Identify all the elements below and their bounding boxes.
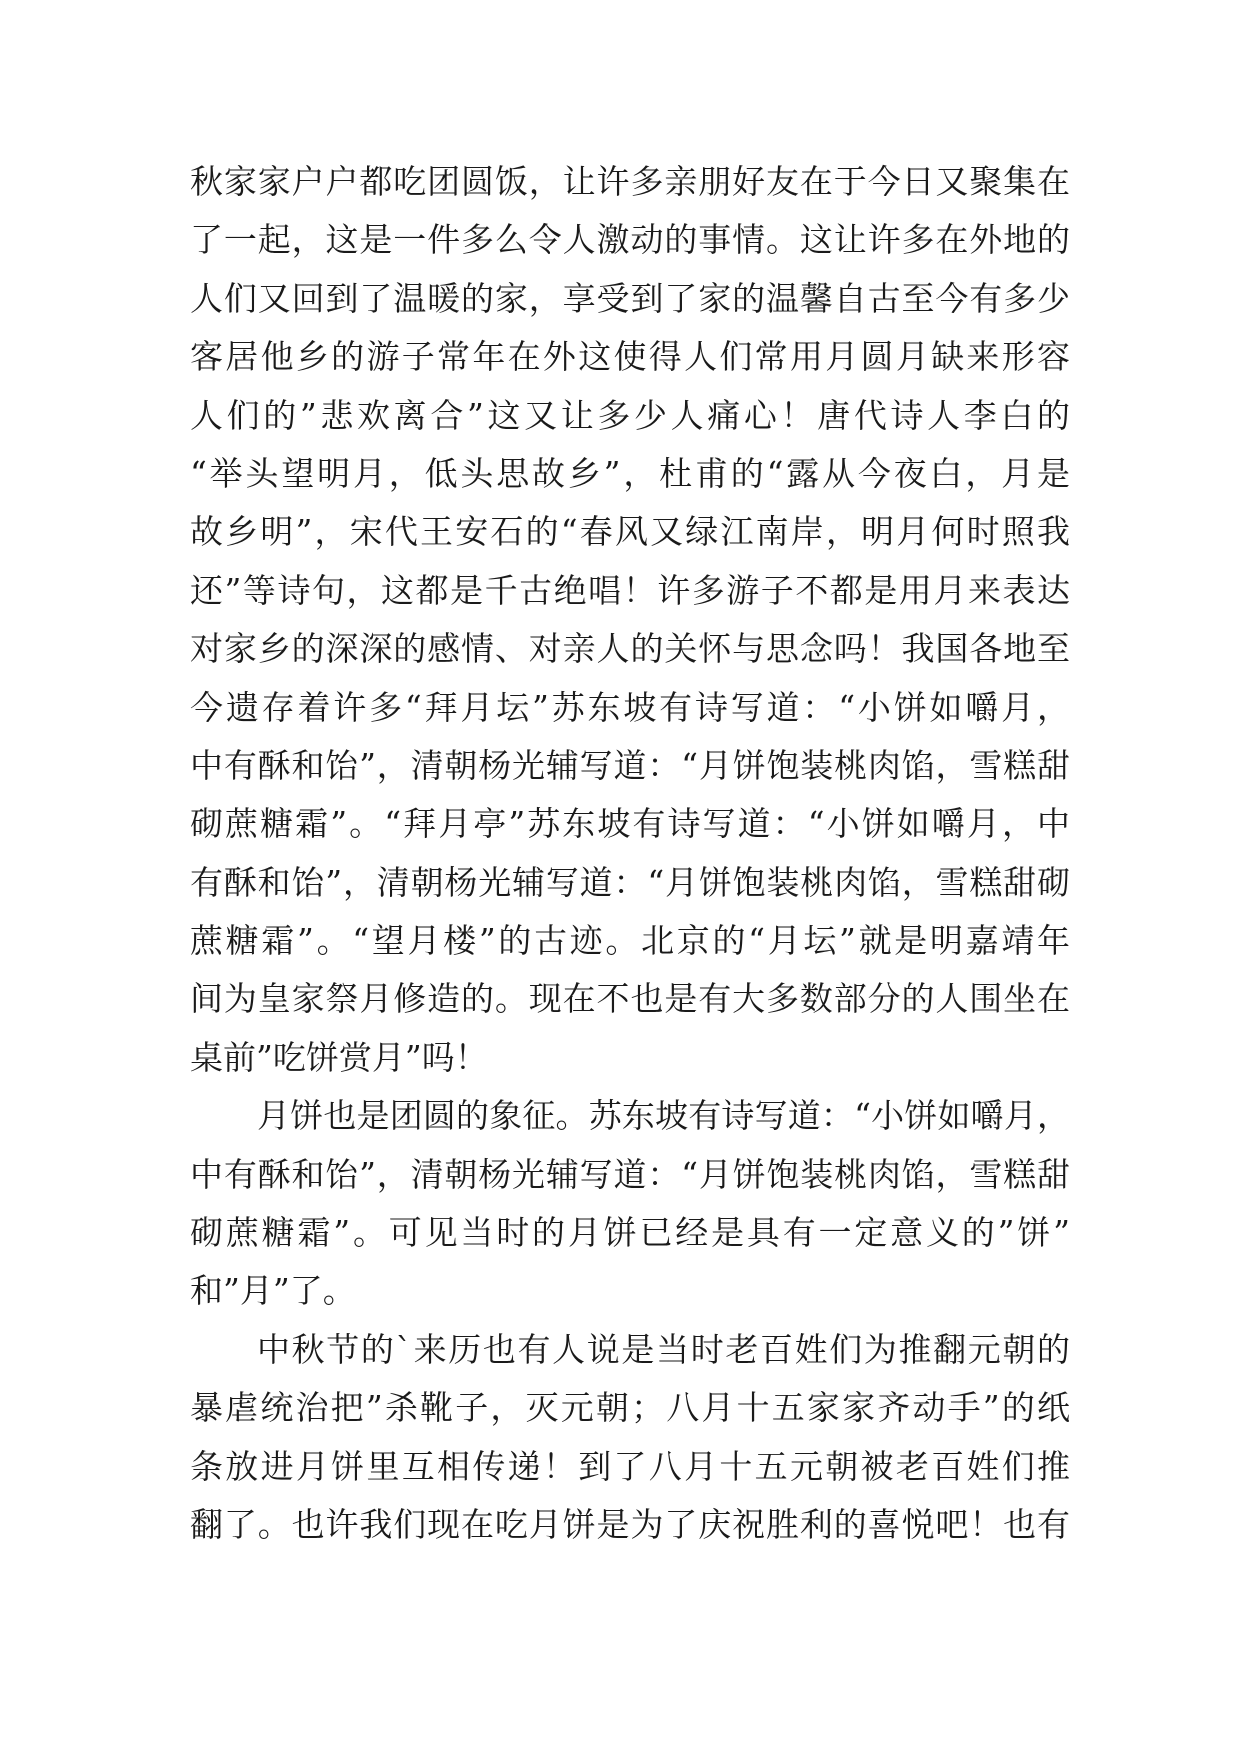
paragraph-start-line: 月饼也是团圆的象征。苏东坡有诗写道：“小饼如嚼月， [257,1096,1070,1136]
text-line: 还”等诗句，这都是千古绝唱！许多游子不都是用月来表达 [190,570,1070,610]
text-line: 翻了。也许我们现在吃月饼是为了庆祝胜利的喜悦吧！也有 [190,1504,1070,1544]
text-line: 暴虐统治把”杀靴子，灭元朝；八月十五家家齐动手”的纸 [190,1388,1070,1428]
text-line: 中有酥和饴”，清朝杨光辅写道：“月饼饱装桃肉馅，雪糕甜 [190,745,1070,785]
text-line: 中有酥和饴”，清朝杨光辅写道：“月饼饱装桃肉馅，雪糕甜 [190,1154,1070,1194]
text-line: 对家乡的深深的感情、对亲人的关怀与思念吗！我国各地至 [190,629,1070,669]
text-line: 和”月”了。 [190,1271,356,1311]
text-line: 砌蔗糖霜”。“拜月亭”苏东坡有诗写道：“小饼如嚼月，中 [190,804,1070,844]
text-line: 了一起，这是一件多么令人激动的事情。这让许多在外地的 [190,220,1070,260]
text-line: 人们又回到了温暖的家，享受到了家的温馨自古至今有多少 [190,278,1070,318]
text-line: 蔗糖霜”。“望月楼”的古迹。北京的“月坛”就是明嘉靖年 [190,921,1070,961]
text-line: “举头望明月，低头思故乡”，杜甫的“露从今夜白，月是 [190,453,1070,493]
text-line: 今遗存着许多“拜月坛”苏东坡有诗写道：“小饼如嚼月， [190,687,1070,727]
body-text [190,153,1070,1554]
text-line: 秋家家户户都吃团圆饭，让许多亲朋好友在于今日又聚集在 [190,162,1070,201]
text-line: 有酥和饴”，清朝杨光辅写道：“月饼饱装桃肉馅，雪糕甜砌 [190,862,1070,902]
text-line: 条放进月饼里互相传递！到了八月十五元朝被老百姓们推 [190,1446,1070,1486]
text-line: 间为皇家祭月修造的。现在不也是有大多数部分的人围坐在 [190,979,1070,1019]
text-line: 砌蔗糖霜”。可见当时的月饼已经是具有一定意义的”饼” [190,1213,1070,1253]
paragraph-start-line: 中秋节的`来历也有人说是当时老百姓们为推翻元朝的 [257,1329,1070,1369]
text-line: 人们的”悲欢离合”这又让多少人痛心！唐代诗人李白的 [190,395,1070,435]
text-line: 客居他乡的游子常年在外这使得人们常用月圆月缺来形容 [190,337,1070,377]
text-line: 故乡明”，宋代王安石的“春风又绿江南岸，明月何时照我 [190,512,1070,552]
text-line: 桌前”吃饼赏月”吗！ [190,1037,488,1077]
